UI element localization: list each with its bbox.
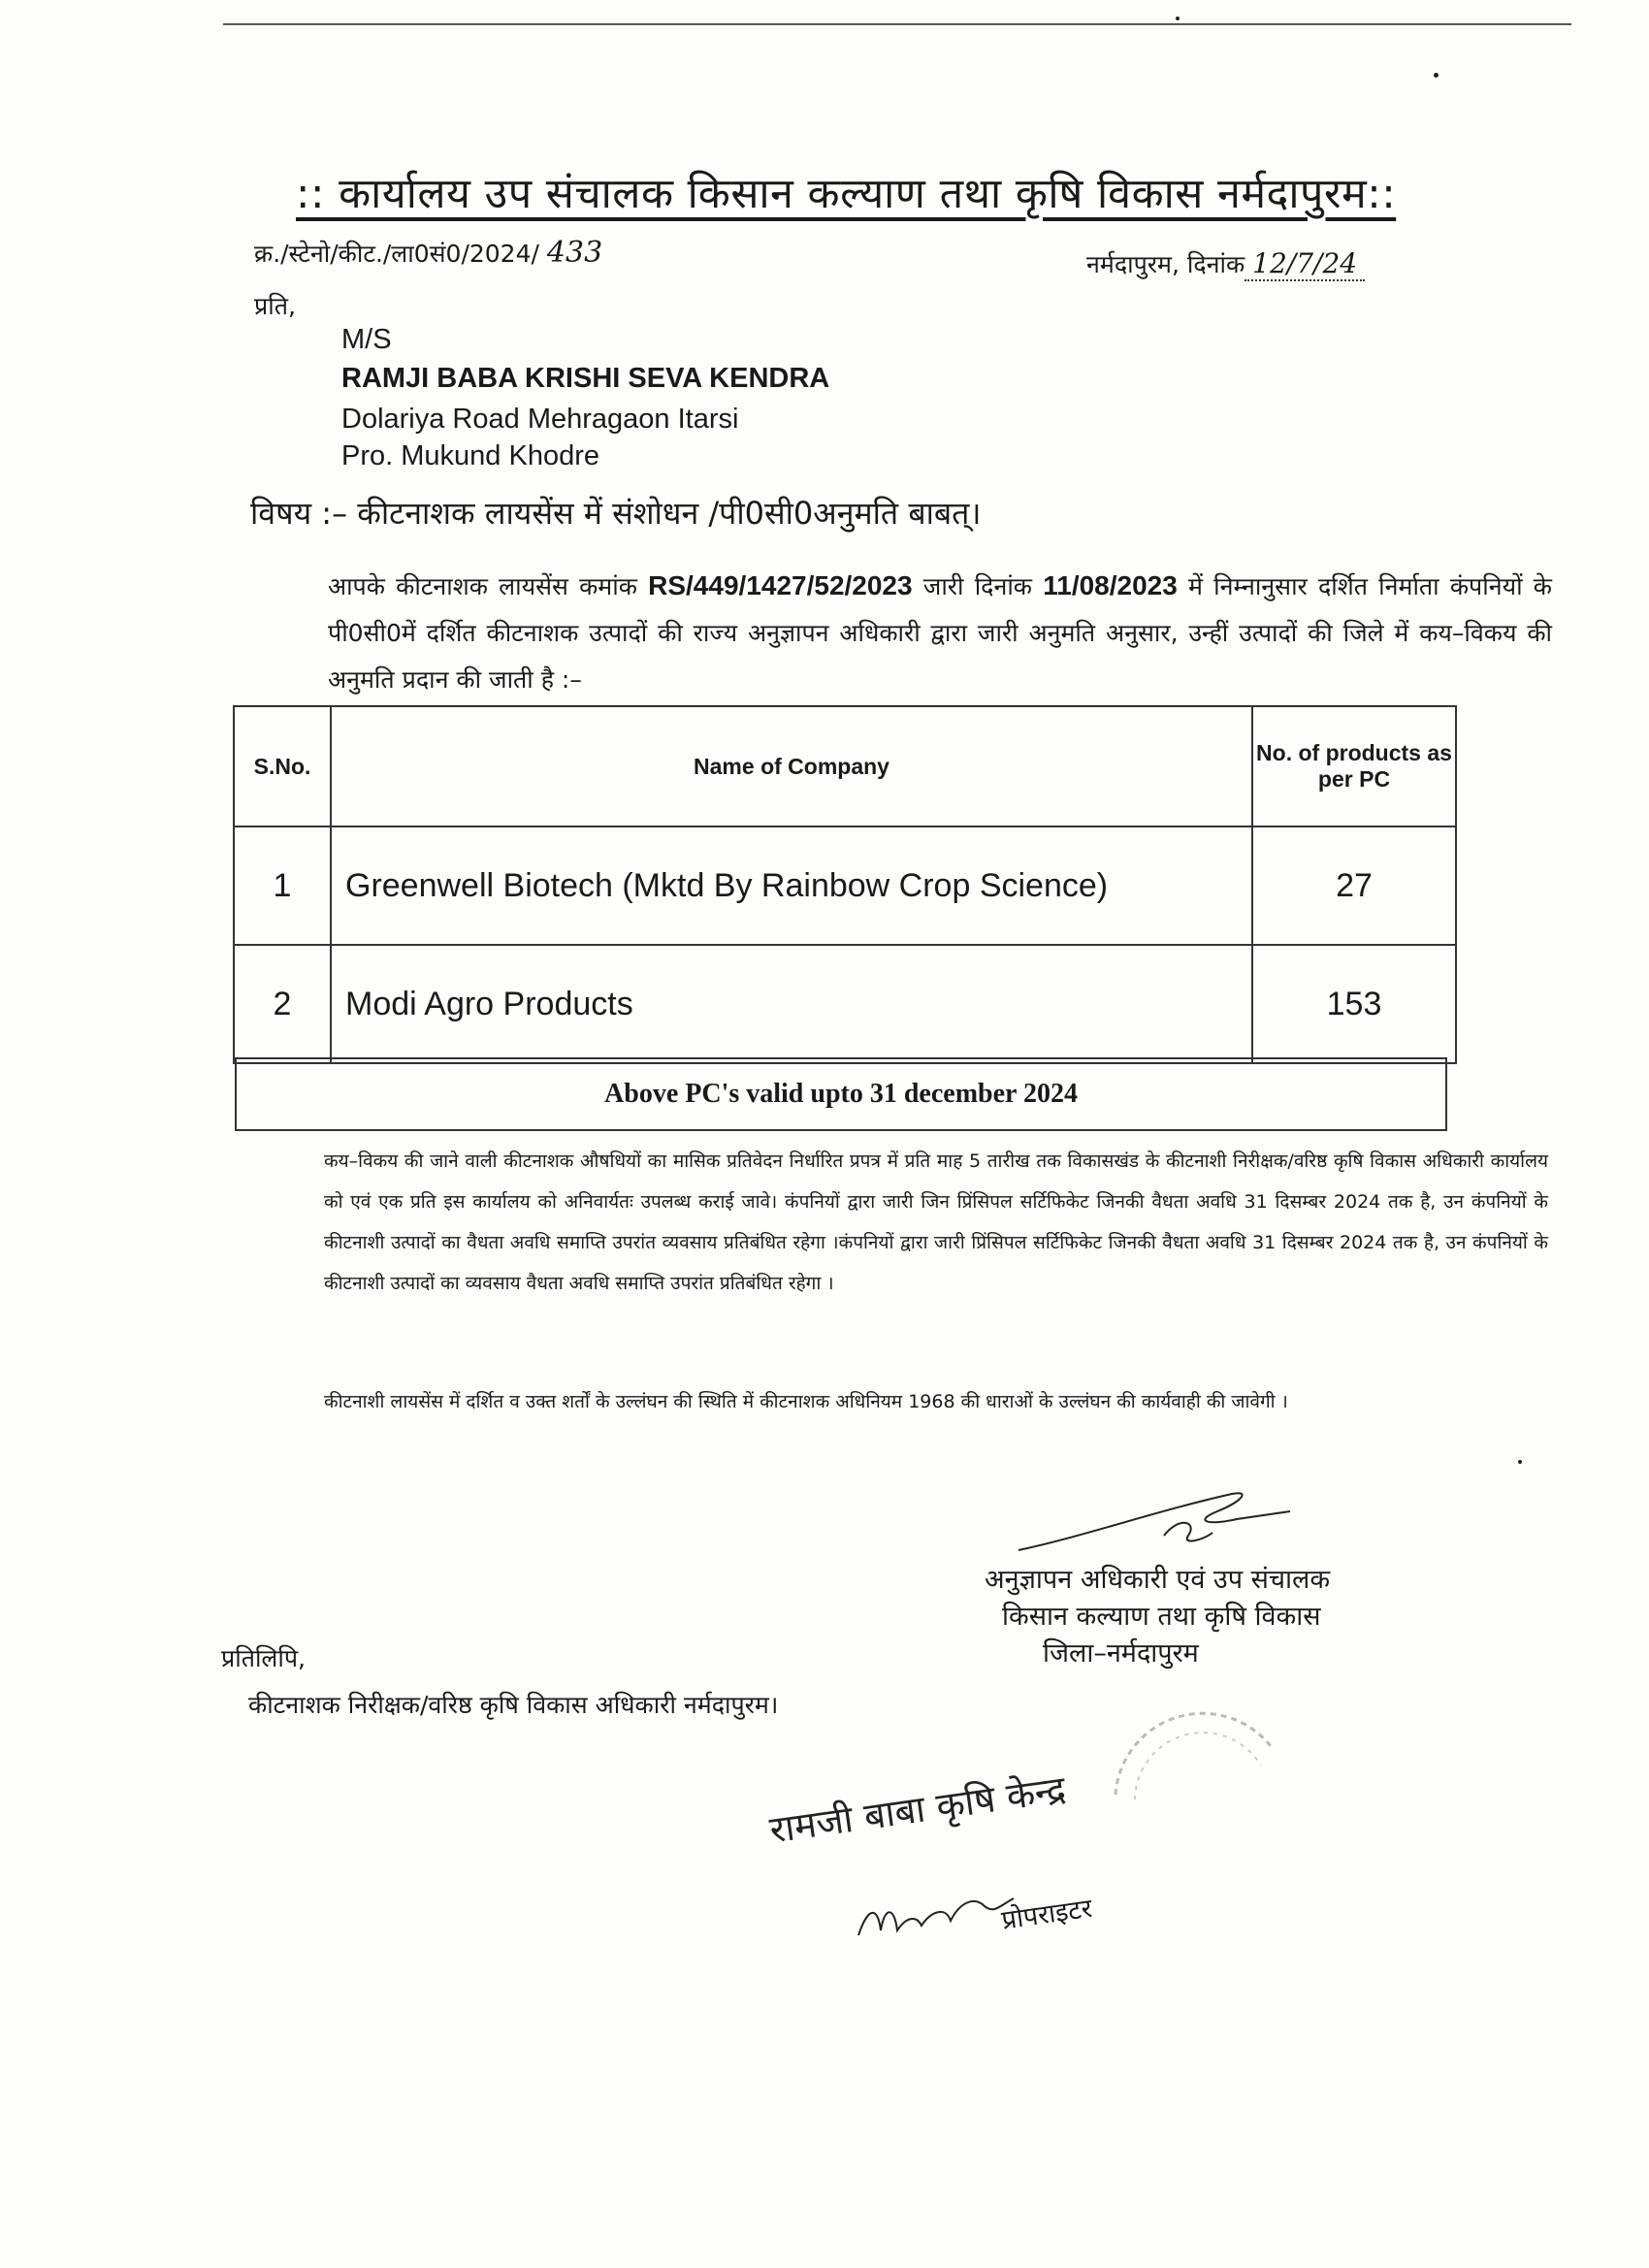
reference-line <box>254 236 602 270</box>
validity-note: Above PC's valid upto 31 december 2024 <box>235 1057 1447 1131</box>
intro-part-1: आपके कीटनाशक लायसेंस कमांक <box>328 572 637 600</box>
copy-label: प्रतिलिपि, <box>221 1644 306 1672</box>
row-count: 27 <box>1252 826 1456 945</box>
row-count: 153 <box>1252 945 1456 1063</box>
signatory-block <box>985 1562 1411 1672</box>
row-company: Greenwell Biotech (Mktd By Rainbow Crop Science) <box>331 826 1252 945</box>
date-line <box>1086 247 1365 280</box>
faint-seal-icon <box>1096 1688 1290 1814</box>
table-row <box>234 945 1456 1063</box>
copy-recipient: कीटनाशक निरीक्षक/वरिष्ठ कृषि विकास अधिकारी नर्मदापुरम। <box>248 1691 779 1719</box>
table-header-row <box>234 706 1456 826</box>
handwritten-date: 12/7/24 <box>1245 247 1365 281</box>
to-label: प्रति, <box>254 292 296 320</box>
scan-speck <box>1518 1460 1522 1464</box>
top-rule <box>223 23 1571 25</box>
conditions-paragraph-1: कय–विकय की जाने वाली कीटनाशक औषधियों का मासिक प्रतिवेदन निर्धारित प्रपत्र में प्रति माह 5 तारीख तक विकासखंड के कीटनाशी निरीक्षक/वरिष्ठ कृषि विकास अधिकारी कार्यालय को एवं एक प्रति इस कार्यालय को अनिवार्यतः उपलब्ध कराई जावे। कंपनियों द्वारा जारी जिन प्रिंसिपल सर्टिफिकेट जिनकी वैधता अवधि 31 दिसम्बर 2024 तक है, उन कंपनियों के कीटनाशी उत्पादों का वैधता अवधि समाप्ति उपरांत व्यवसाय प्रतिबंधित रहेगा ।कंपनियों द्वारा जारी प्रिंसिपल सर्टिफिकेट जिनकी वैधता अवधि 31 दिसम्बर 2024 तक है, उन कंपनियों के कीटनाशी उत्पादों का व्यवसाय वैधता अवधि समाप्ति उपरांत प्रतिबंधित रहेगा । <box>324 1150 1548 1294</box>
signatory-district: जिला–नर्मदापुरम <box>1043 1638 1199 1669</box>
reference-prefix: क्र./स्टेनो/कीट./ला0सं0/2024/ <box>254 240 539 268</box>
license-number: RS/449/1427/52/2023 <box>648 570 913 600</box>
signatory-department: किसान कल्याण तथा कृषि विकास <box>1002 1602 1321 1632</box>
dealer-stamp-name: रामजी बाबा कृषि केन्द्र <box>766 1767 1069 1852</box>
place-date-label: नर्मदापुरम, दिनांक <box>1086 250 1245 278</box>
scan-speck <box>1434 73 1439 78</box>
office-header: :: कार्यालय उप संचालक किसान कल्याण तथा कृषि विकास नर्मदापुरम:: <box>296 170 1397 218</box>
table-row <box>234 826 1456 945</box>
conditions-paragraph-2: कीटनाशी लायसेंस में दर्शित व उक्त शर्तों के उल्लंघन की स्थिति में कीटनाशक अधिनियम 1968 की धाराओं के उल्लंघन की कार्यवाही की जावेगी । <box>324 1391 1288 1412</box>
row-company: Modi Agro Products <box>331 945 1252 1063</box>
pc-table <box>233 705 1457 1064</box>
header-count: No. of products as per PC <box>1252 706 1456 826</box>
recipient-proprietor: Pro. Mukund Khodre <box>341 440 599 471</box>
officer-signature-icon <box>1009 1482 1300 1570</box>
row-sno: 2 <box>234 945 331 1063</box>
recipient-name: RAMJI BABA KRISHI SEVA KENDRA <box>341 363 830 394</box>
header-sno: S.No. <box>234 706 331 826</box>
proprietor-signature-icon <box>854 1877 1018 1955</box>
row-sno: 1 <box>234 826 331 945</box>
signatory-designation: अनुज्ञापन अधिकारी एवं उप संचालक <box>985 1565 1331 1595</box>
scan-speck <box>1176 16 1180 20</box>
recipient-line-1: M/S <box>341 324 392 355</box>
reference-number: 433 <box>546 236 603 270</box>
intro-part-3: में निम्नानुसार दर्शित निर्माता कंपनियों के पी0सी0में दर्शित कीटनाशक उत्पादों की राज्य अनुज्ञापन अधिकारी द्वारा जारी अनुमति अनुसार, उन्हीं उत्पादों की जिले में कय–विकय की अनुमति प्रदान की जाती है :– <box>328 572 1552 694</box>
issue-date: 11/08/2023 <box>1043 570 1178 600</box>
proprietor-title: प्रोपराइटर <box>999 1893 1094 1936</box>
recipient-address: Dolariya Road Mehragaon Itarsi <box>341 404 739 435</box>
header-company: Name of Company <box>331 706 1252 826</box>
intro-paragraph <box>231 563 1552 703</box>
subject-line: विषय :– कीटनाशक लायसेंस में संशोधन /पी0सी0अनुमति बाबत्। <box>250 495 982 532</box>
intro-part-2: जारी दिनांक <box>922 572 1033 600</box>
